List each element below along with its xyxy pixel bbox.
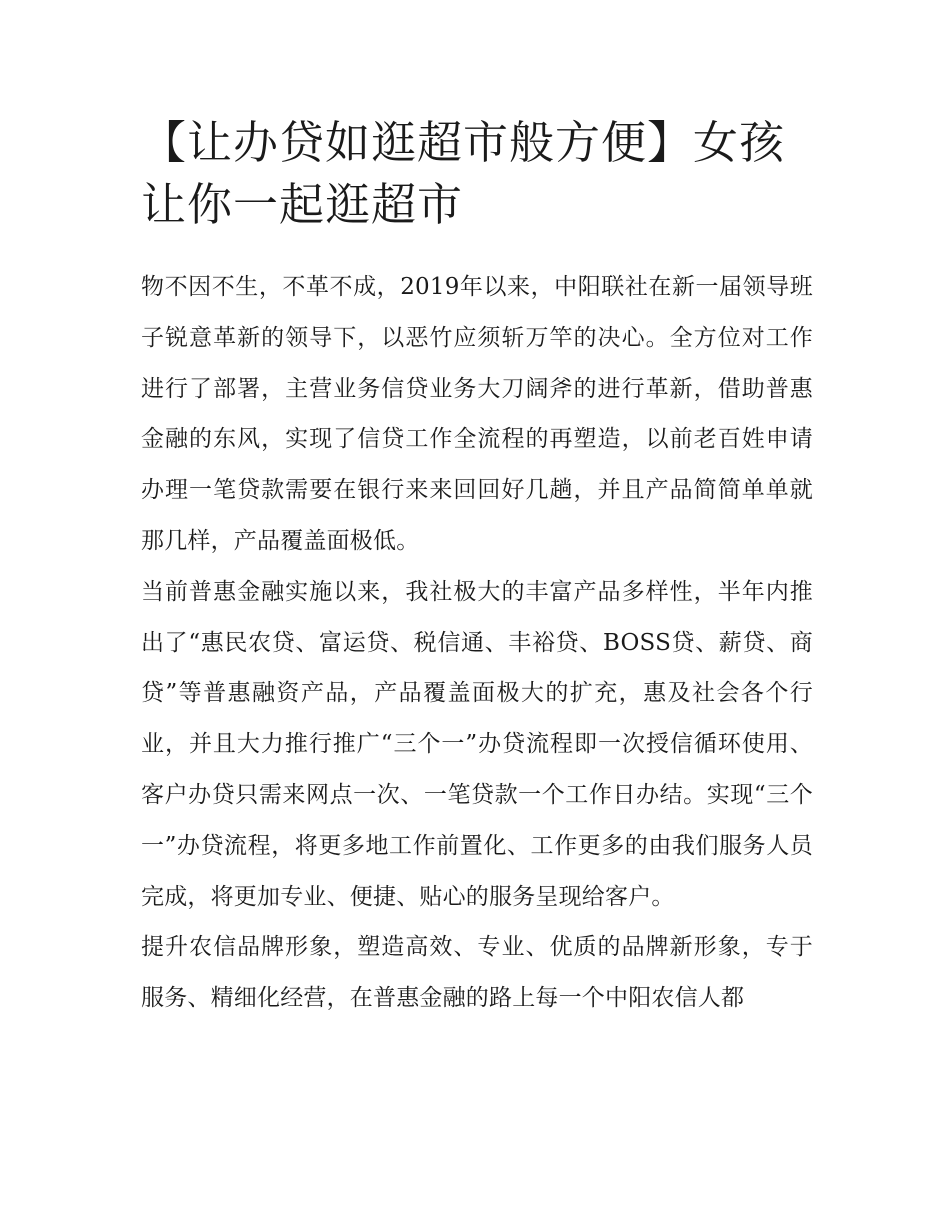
document-content	[141, 112, 813, 1024]
paragraph-2: 当前普惠金融实施以来，我社极大的丰富产品多样性，半年内推出了“惠民农贷、富运贷、税信通、丰裕贷、BOSS贷、薪贷、商贷”等普惠融资产品，产品覆盖面极大的扩充，惠及社会各个行业，并且大力推行推广“三个一”办贷流程即一次授信循环使用、客户办贷只需来网点一次、一笔贷款一个工作日办结。实现“三个一”办贷流程，将更多地工作前置化、工作更多的由我们服务人员完成，将更加专业、便捷、贴心的服务呈现给客户。	[141, 578, 813, 910]
document-body	[141, 262, 813, 1024]
paragraph-1: 物不因不生，不革不成，2019年以来，中阳联社在新一届领导班子锐意革新的领导下，以恶竹应须斩万竿的决心。全方位对工作进行了部署，主营业务信贷业务大刀阔斧的进行革新，借助普惠金融的东风，实现了信贷工作全流程的再塑造，以前老百姓申请办理一笔贷款需要在银行来来回回好几趟，并且产品简简单单就那几样，产品覆盖面极低。	[141, 274, 813, 554]
document-title: 【让办贷如逛超市般方便】女孩让你一起逛超市	[141, 116, 786, 231]
paragraph-3: 提升农信品牌形象，塑造高效、专业、优质的品牌新形象，专于服务、精细化经营，在普惠金融的路上每一个中阳农信人都	[141, 934, 813, 1012]
